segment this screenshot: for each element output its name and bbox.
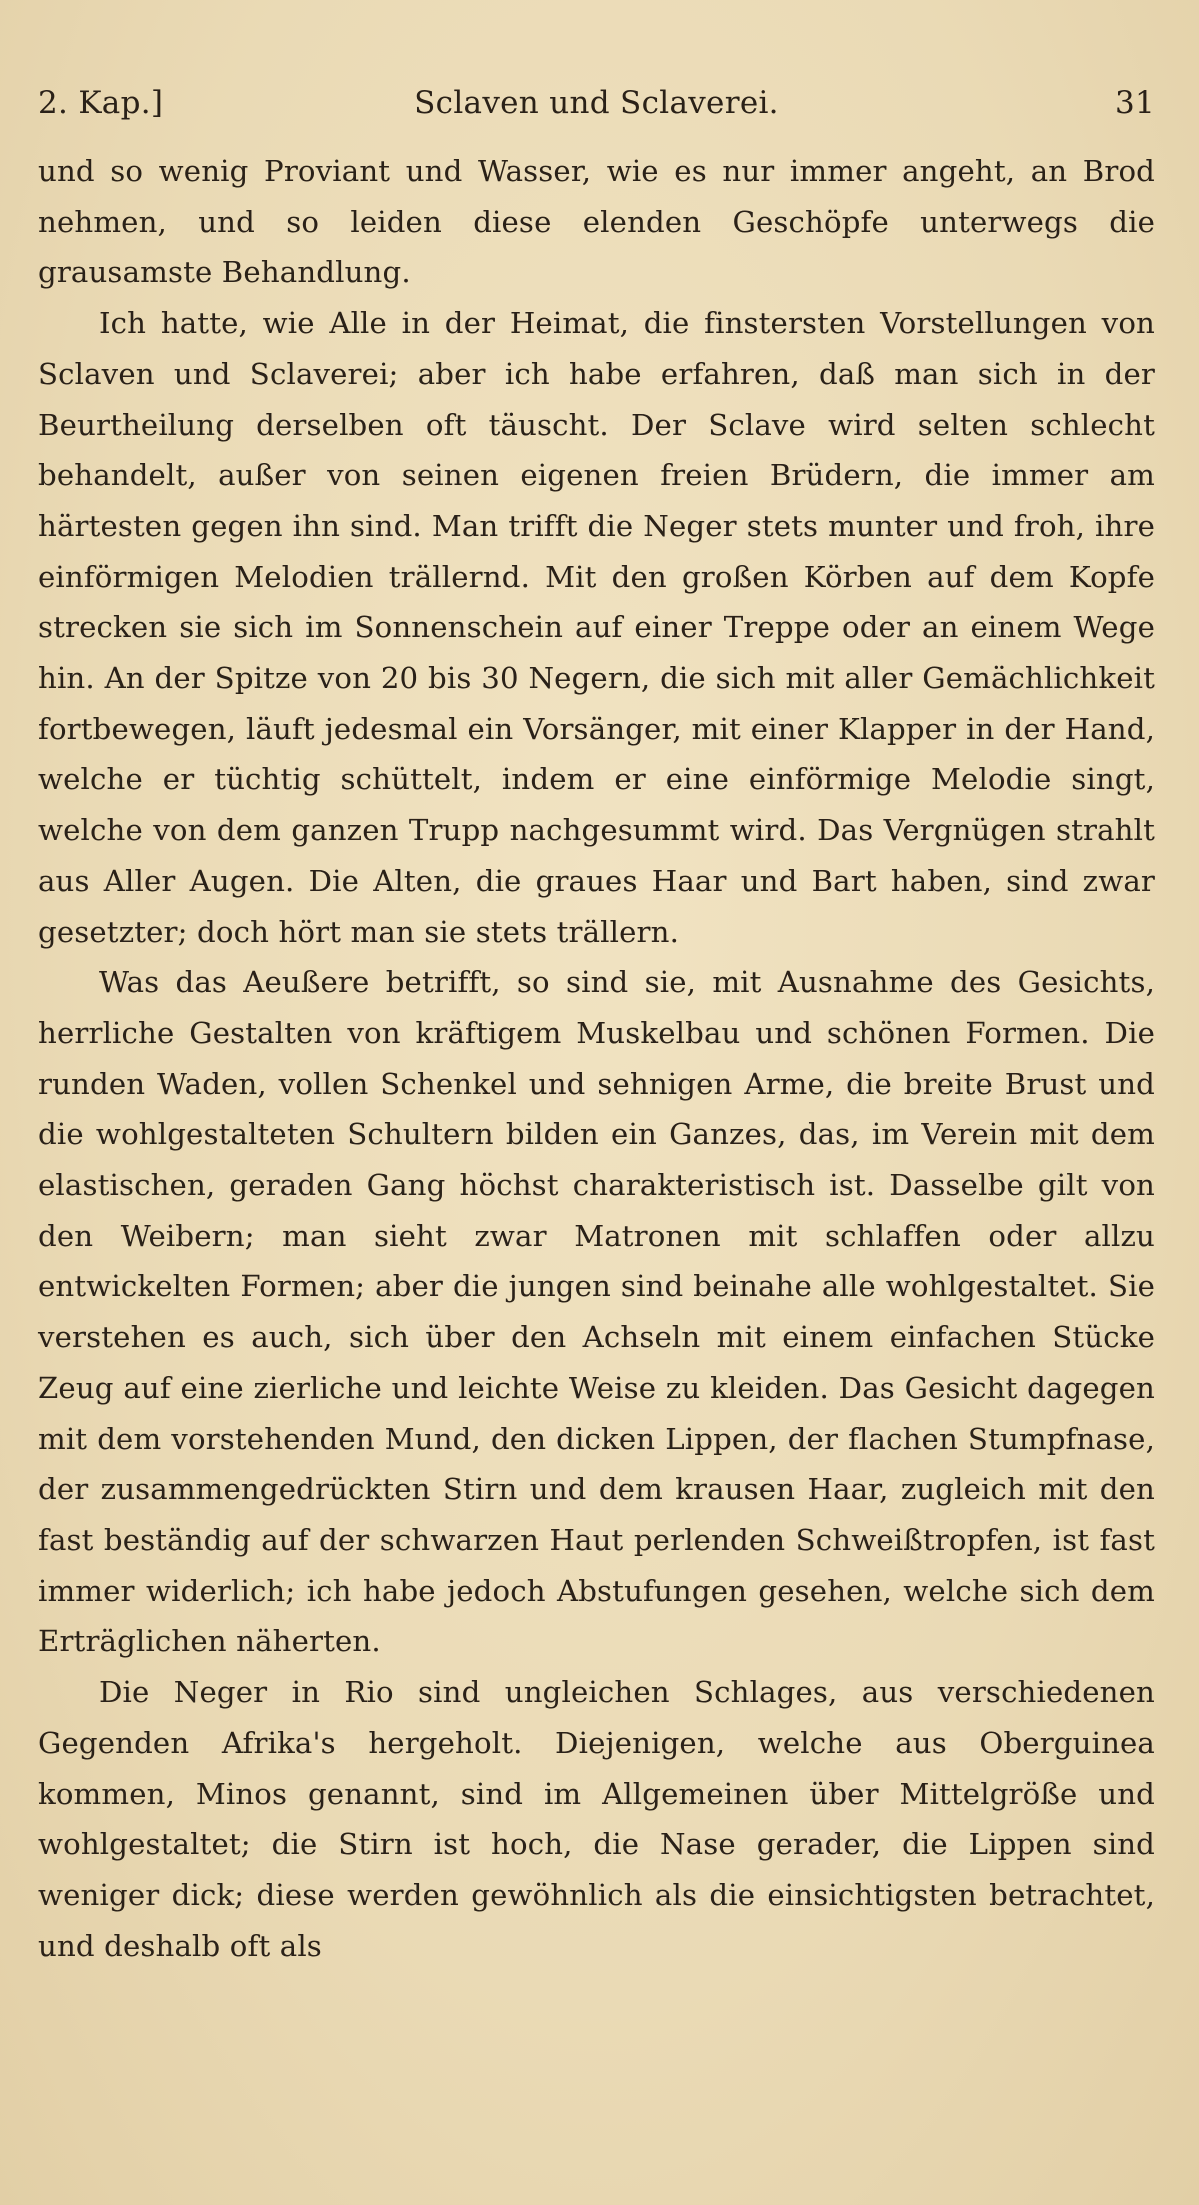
chapter-label: 2. Kap.]: [38, 85, 164, 121]
running-head: [38, 78, 1155, 128]
paragraph-3: Was das Aeußere betrifft, so sind sie, mit Ausnahme des Gesichts, herrliche Gestalten von kräftigem Muskelbau und schönen Formen. Die runden Waden, vollen Schenkel und sehnigen Arme, die breite Brust und die wohlgestalteten Schultern bilden ein Ganzes, das, im Verein mit dem elastischen, geraden Gang höchst charakteristisch ist. Dasselbe gilt von den Weibern; man sieht zwar Matronen mit schlaffen oder allzu entwickelten Formen; aber die jungen sind beinahe alle wohlgestaltet. Sie verstehen es auch, sich über den Achseln mit einem einfachen Stücke Zeug auf eine zierliche und leichte Weise zu kleiden. Das Gesicht dagegen mit dem vorstehenden Mund, den dicken Lippen, der flachen Stumpfnase, der zusammengedrückten Stirn und dem krausen Haar, zugleich mit den fast beständig auf der schwarzen Haut perlenden Schweißtropfen, ist fast immer widerlich; ich habe jedoch Abstufungen gesehen, welche sich dem Erträglichen näherten.: [38, 965, 1155, 1659]
body-text: [38, 146, 1155, 1971]
paragraph-4: Die Neger in Rio sind ungleichen Schlages, aus verschiedenen Gegenden Afrika's hergeholt. Diejenigen, welche aus Oberguinea kommen, Minos genannt, sind im Allgemeinen über Mittelgröße und wohlgestaltet; die Stirn ist hoch, die Nase gerader, die Lippen sind weniger dick; diese werden gewöhnlich als die einsichtigsten betrachtet, und deshalb oft als: [38, 1675, 1155, 1963]
paragraph-1: und so wenig Proviant und Wasser, wie es nur immer angeht, an Brod nehmen, und so leiden diese elenden Geschöpfe unterwegs die grausamste Behandlung.: [38, 154, 1155, 290]
page-number: 31: [1114, 85, 1155, 121]
paragraph-2: Ich hatte, wie Alle in der Heimat, die finstersten Vorstellungen von Sclaven und Sclaverei; aber ich habe erfahren, daß man sich in der Beurtheilung derselben oft täuscht. Der Sclave wird selten schlecht behandelt, außer von seinen eigenen freien Brüdern, die immer am härtesten gegen ihn sind. Man trifft die Neger stets munter und froh, ihre einförmigen Melodien trällernd. Mit den großen Körben auf dem Kopfe strecken sie sich im Sonnenschein auf einer Treppe oder an einem Wege hin. An der Spitze von 20 bis 30 Negern, die sich mit aller Gemächlichkeit fortbewegen, läuft jedesmal ein Vorsänger, mit einer Klapper in der Hand, welche er tüchtig schüttelt, indem er eine einförmige Melodie singt, welche von dem ganzen Trupp nachgesummt wird. Das Vergnügen strahlt aus Aller Augen. Die Alten, die graues Haar und Bart haben, sind zwar gesetzter; doch hört man sie stets trällern.: [38, 306, 1155, 949]
page-title: Sclaven und Sclaverei.: [414, 85, 779, 121]
